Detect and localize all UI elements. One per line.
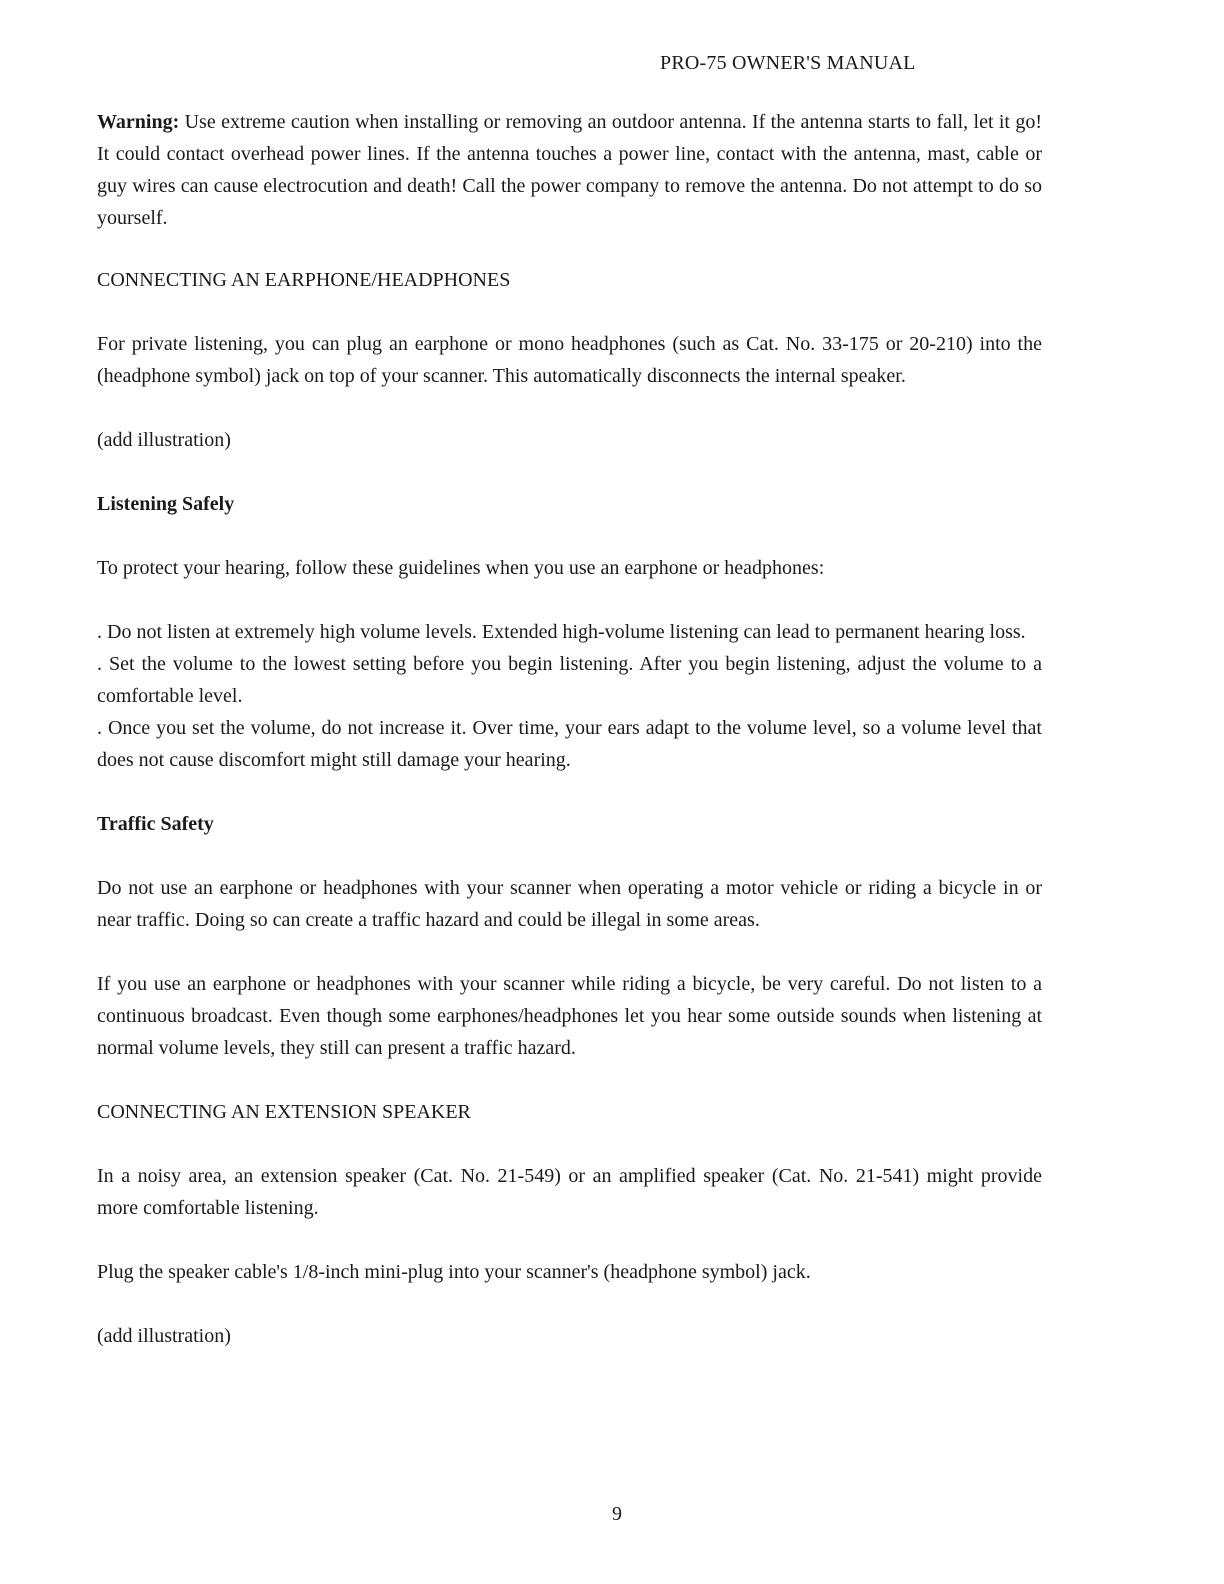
warning-text: Use extreme caution when installing or removing an outdoor antenna. If the antenna starts to fall, let it go! It could contact overhead power lines. If the antenna touches a power line, contact with the antenna, mast, cable or guy wires can cause electrocution and death! Call the power company to remove the antenna. Do not attempt to do so yourself. bbox=[97, 111, 1042, 229]
extension-speaker-paragraph-1: In a noisy area, an extension speaker (Cat. No. 21-549) or an amplified speaker (Cat. No. 21-541) might provide more comfortable listening. bbox=[97, 1165, 1042, 1219]
running-header: PRO-75 OWNER'S MANUAL bbox=[660, 52, 916, 74]
extension-speaker-illustration-note: (add illustration) bbox=[97, 1325, 231, 1347]
earphone-paragraph: For private listening, you can plug an earphone or mono headphones (such as Cat. No. 33-175 or 20-210) into the (headphone symbol) jack on top of your scanner. This automatically disconnects the internal speaker. bbox=[97, 333, 1042, 387]
earphone-section-heading: CONNECTING AN EARPHONE/HEADPHONES bbox=[97, 269, 511, 291]
list-item: . Set the volume to the lowest setting before you begin listening. After you begin listening, adjust the volume to a comfortable level. bbox=[97, 653, 1042, 707]
page-number: 9 bbox=[612, 1503, 622, 1525]
traffic-safety-paragraph-1: Do not use an earphone or headphones with your scanner when operating a motor vehicle or riding a bicycle in or near traffic. Doing so can create a traffic hazard and could be illegal in some areas. bbox=[97, 877, 1042, 931]
traffic-safety-heading: Traffic Safety bbox=[97, 813, 214, 835]
listening-safely-heading: Listening Safely bbox=[97, 493, 235, 515]
warning-label: Warning: bbox=[97, 111, 180, 133]
earphone-illustration-note: (add illustration) bbox=[97, 429, 231, 451]
list-item: . Do not listen at extremely high volume levels. Extended high-volume listening can lead to permanent hearing loss. bbox=[97, 621, 1026, 643]
page-content bbox=[97, 106, 1042, 1352]
warning-paragraph bbox=[97, 106, 1042, 234]
traffic-safety-paragraph-2: If you use an earphone or headphones with your scanner while riding a bicycle, be very careful. Do not listen to a continuous broadcast. Even though some earphones/headphones let you hear some outside sounds when listening at normal volume levels, they still can present a traffic hazard. bbox=[97, 973, 1042, 1059]
extension-speaker-section-heading: CONNECTING AN EXTENSION SPEAKER bbox=[97, 1101, 471, 1123]
listening-safely-intro: To protect your hearing, follow these guidelines when you use an earphone or headphones: bbox=[97, 557, 825, 579]
list-item: . Once you set the volume, do not increase it. Over time, your ears adapt to the volume level, so a volume level that does not cause discomfort might still damage your hearing. bbox=[97, 717, 1042, 771]
listening-guidelines-list bbox=[97, 616, 1042, 776]
extension-speaker-paragraph-2: Plug the speaker cable's 1/8-inch mini-plug into your scanner's (headphone symbol) jack. bbox=[97, 1261, 811, 1283]
